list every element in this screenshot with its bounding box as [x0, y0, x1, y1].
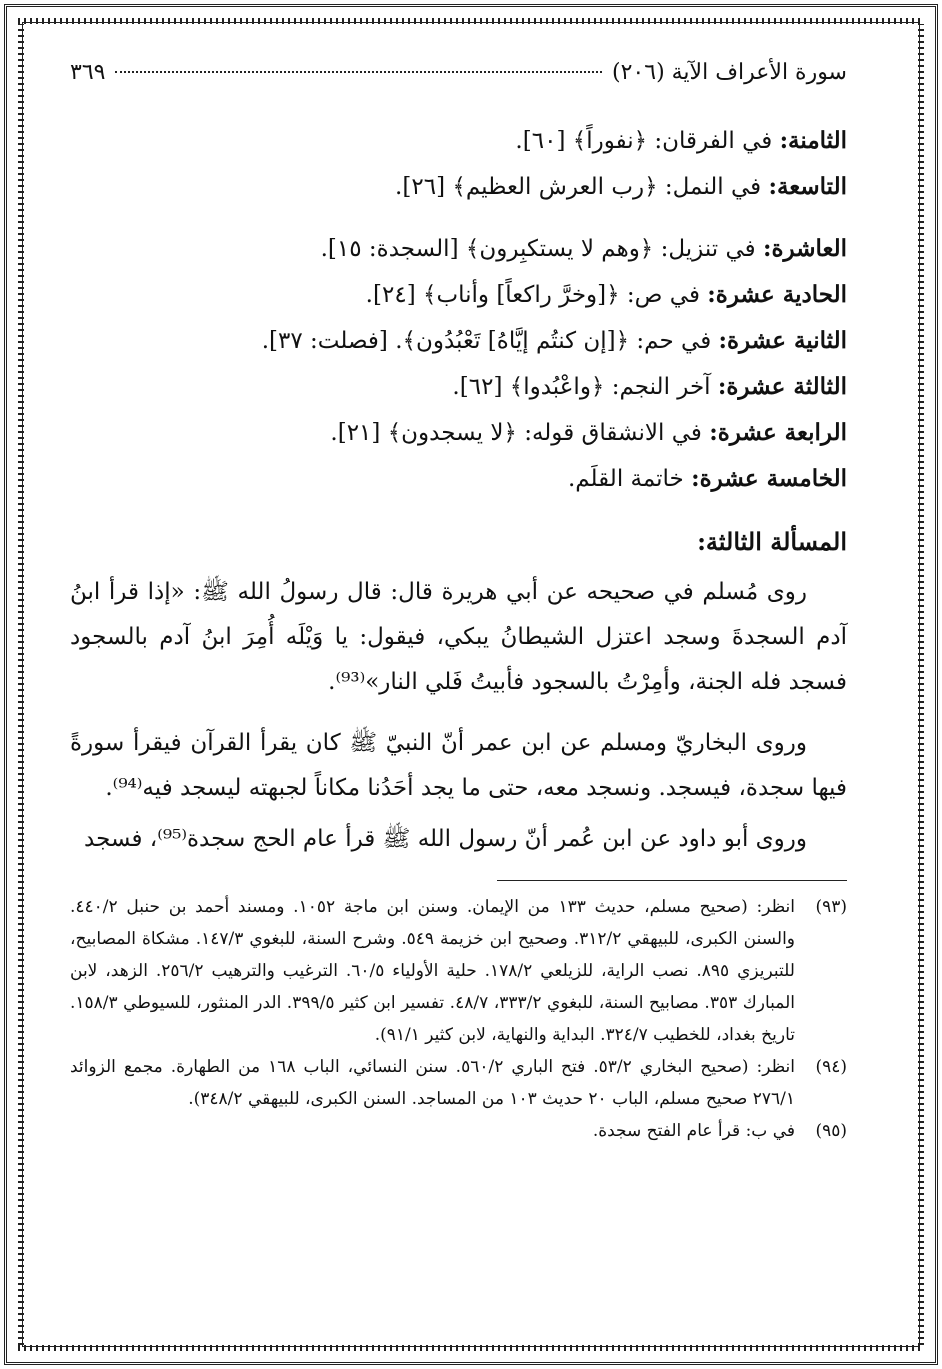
body-paragraph: وروى البخاريّ ومسلم عن ابن عمر أنّ النبيّ ﷺ كان يقرأ القرآن فيقرأ سورةً فيها سجدة، فيسجد. ونسجد معه، حتى ما يجد أحَدُنا مكاناً لجبهته ليسجد فيه⁽⁹⁴⁾. — [70, 730, 847, 801]
header-title: سورة الأعراف الآية (٢٠٦) — [612, 60, 847, 85]
footnote-text: انظر: (صحيح مسلم، حديث ١٣٣ من الإيمان. وسنن ابن ماجة ١٠٥٢. ومسند أحمد بن حنبل ٤٤٠/٢. والسنن الكبرى، للبيهقي ٣١٢/٢. وصحيح ابن خزيمة ٥٤٩. وشرح السنة، للبغوي ١٤٧/٣. مشكاة المصابيح، للتبريزي ٨٩٥. نصب الراية، للزيلعي ١٧٨/٢. حلية الأولياء ٦٠/٥. الترغيب والترهيب ٢٥٦/٢. الزهد، لابن المبارك ٣٥٣. مصابيح السنة، للبغوي ٣٣٣/٢، ٤٨/٧. تفسير ابن كثير ٣٩٩/٥. الدر المنثور، للسيوطي ١٥٨/٣. تاريخ بغداد، للخطيب ٣٢٤/٧. البداية والنهاية، لابن كثير ٩١/١). — [70, 897, 796, 1045]
list-item: العاشرة: في تنزيل: ﴿وهم لا يستكبِرون﴾ [السجدة: ١٥]. — [320, 235, 847, 262]
footnote — [70, 1115, 847, 1147]
sajda-list — [70, 118, 847, 502]
list-item: الحادية عشرة: في ص: ﴿[وخرَّ راكعاً] وأناب﴾ [٢٤]. — [365, 281, 847, 308]
list-item: الثالثة عشرة: آخر النجم: ﴿واعْبُدوا﴾ [٦٢]. — [452, 373, 847, 400]
footnote-text: في ب: قرأ عام الفتح سجدة. — [592, 1121, 795, 1141]
list-item: الثامنة: في الفرقان: ﴿نفوراً﴾ [٦٠]. — [515, 127, 847, 154]
footnote-text: انظر: (صحيح البخاري ٥٣/٢. فتح الباري ٥٦٠/٢. سنن النسائي، الباب ١٦٨ من الطهارة. مجمع الزوائد ٢٧٦/١ صحيح مسلم، الباب ٢٠ حديث ١٠٣ من المساجد. السنن الكبرى، للبيهقي ٣٤٨/٢). — [70, 1057, 795, 1109]
page-number: ٣٦٩ — [70, 60, 106, 85]
list-item: الثانية عشرة: في حم: ﴿[إن كنتُم إيَّاهُ] تَعْبُدُون﴾. [فصلت: ٣٧]. — [261, 327, 847, 354]
body-paragraph: وروى أبو داود عن ابن عُمر أنّ رسول الله ﷺ قرأ عام الحج سجدة⁽⁹⁵⁾، فسجد — [84, 826, 807, 852]
body-paragraph: روى مُسلم في صحيحه عن أبي هريرة قال: قال رسولُ الله ﷺ: «إذا قرأ ابنُ آدم السجدةَ وسجد اعتزل الشيطانُ يبكي، فيقول: يا وَيْلَه أُمِرَ ابنُ آدم بالسجود فسجد فله الجنة، وأمِرْتُ بالسجود فأبيتُ فَلي النار»⁽⁹³⁾. — [70, 579, 847, 695]
footnote-number: (٩٥) — [815, 1121, 847, 1141]
header-leader-dots — [115, 71, 602, 73]
running-header — [70, 60, 847, 100]
footnote-number: (٩٤) — [815, 1057, 847, 1077]
list-item: الرابعة عشرة: في الانشقاق قوله: ﴿لا يسجدون﴾ [٢١]. — [330, 419, 847, 446]
footnote-number: (٩٣) — [815, 897, 847, 917]
list-item: الخامسة عشرة: خاتمة القلَم. — [567, 465, 847, 492]
footnote — [70, 891, 847, 1051]
footnote-divider — [497, 880, 847, 881]
page-content — [70, 60, 847, 1329]
footnote — [70, 1051, 847, 1115]
list-item: التاسعة: في النمل: ﴿رب العرش العظيم﴾ [٢٦]. — [395, 173, 847, 200]
section-heading: المسألة الثالثة: — [697, 527, 847, 556]
